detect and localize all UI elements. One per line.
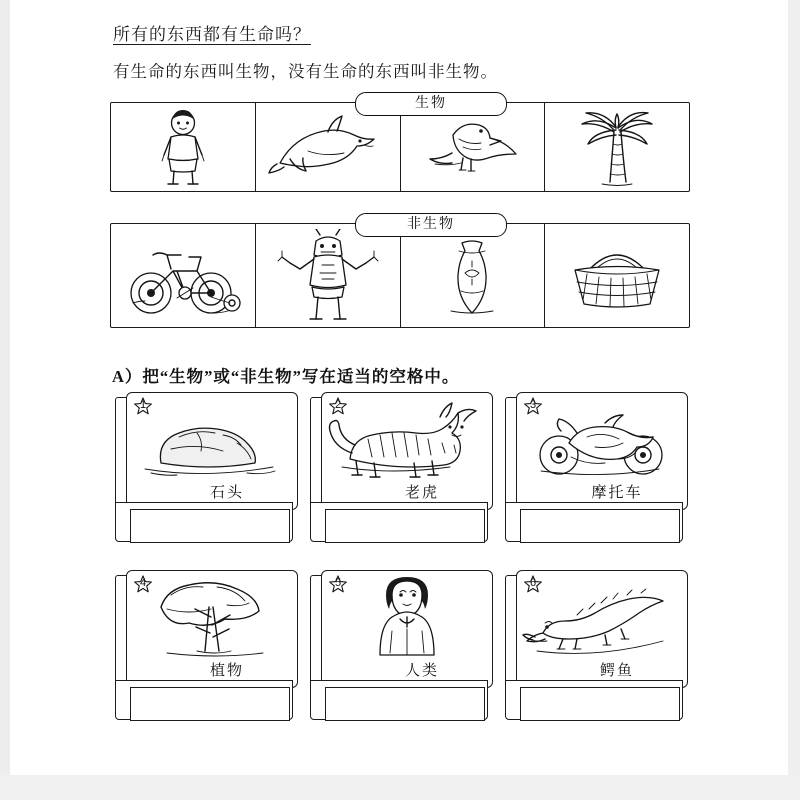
question-number: 1 <box>139 399 147 411</box>
question-number: 4 <box>139 577 147 589</box>
nonliving-cell-bicycle <box>111 224 256 327</box>
star-badge-icon <box>523 397 543 416</box>
vase-icon <box>437 233 507 319</box>
picture-frame <box>126 570 298 688</box>
page-bottom-shade <box>0 775 800 800</box>
answer-input-4[interactable] <box>130 687 290 721</box>
nonliving-cell-basket <box>545 224 689 327</box>
question-card-5 <box>307 570 494 725</box>
star-badge-icon <box>328 575 348 594</box>
card-caption: 鳄鱼 <box>599 663 634 679</box>
nonliving-cell-vase <box>401 224 546 327</box>
boy-icon <box>133 106 233 188</box>
banner-living: 生物 <box>355 92 507 116</box>
picture-frame <box>516 570 688 688</box>
page-title: 所有的东西都有生命吗？ <box>113 25 311 44</box>
card-caption: 石头 <box>209 485 244 501</box>
card-caption: 摩托车 <box>591 485 643 501</box>
card-caption: 植物 <box>209 663 244 679</box>
living-cell-bird <box>401 103 546 191</box>
star-badge-icon <box>133 575 153 594</box>
nonliving-cell-robot <box>256 224 401 327</box>
picture-frame <box>126 392 298 510</box>
nonliving-examples-strip <box>110 223 690 328</box>
section-a-heading: A）把“生物”或“非生物”写在适当的空格中。 <box>112 367 460 386</box>
question-number: 6 <box>529 577 537 589</box>
answer-input-1[interactable] <box>130 509 290 543</box>
picture-frame <box>321 392 493 510</box>
banner-nonliving: 非生物 <box>355 213 507 237</box>
star-badge-icon <box>523 575 543 594</box>
question-number: 5 <box>334 577 342 589</box>
star-badge-icon <box>328 397 348 416</box>
living-cell-boy <box>111 103 256 191</box>
question-card-6 <box>502 570 689 725</box>
picture-frame <box>321 570 493 688</box>
living-cell-palm-tree <box>545 103 689 191</box>
lead-paragraph: 有生命的东西叫生物，没有生命的东西叫非生物。 <box>113 62 498 81</box>
answer-input-6[interactable] <box>520 687 680 721</box>
picture-frame <box>516 392 688 510</box>
living-cell-dolphin <box>256 103 401 191</box>
page-left-shade <box>0 0 10 775</box>
page-right-shade <box>788 0 800 775</box>
question-number: 3 <box>529 399 537 411</box>
dolphin-icon <box>268 111 388 183</box>
question-card-1 <box>112 392 299 547</box>
bird-icon <box>419 109 525 185</box>
question-card-2 <box>307 392 494 547</box>
answer-input-3[interactable] <box>520 509 680 543</box>
question-card-4 <box>112 570 299 725</box>
robot-icon <box>276 229 380 323</box>
card-caption: 老虎 <box>404 485 439 501</box>
star-badge-icon <box>133 397 153 416</box>
answer-input-2[interactable] <box>325 509 485 543</box>
basket-icon <box>565 236 669 316</box>
question-number: 2 <box>334 399 342 411</box>
bicycle-icon <box>123 231 243 321</box>
palm-tree-icon <box>562 106 672 188</box>
card-caption: 人类 <box>404 663 439 679</box>
answer-input-5[interactable] <box>325 687 485 721</box>
question-card-3 <box>502 392 689 547</box>
